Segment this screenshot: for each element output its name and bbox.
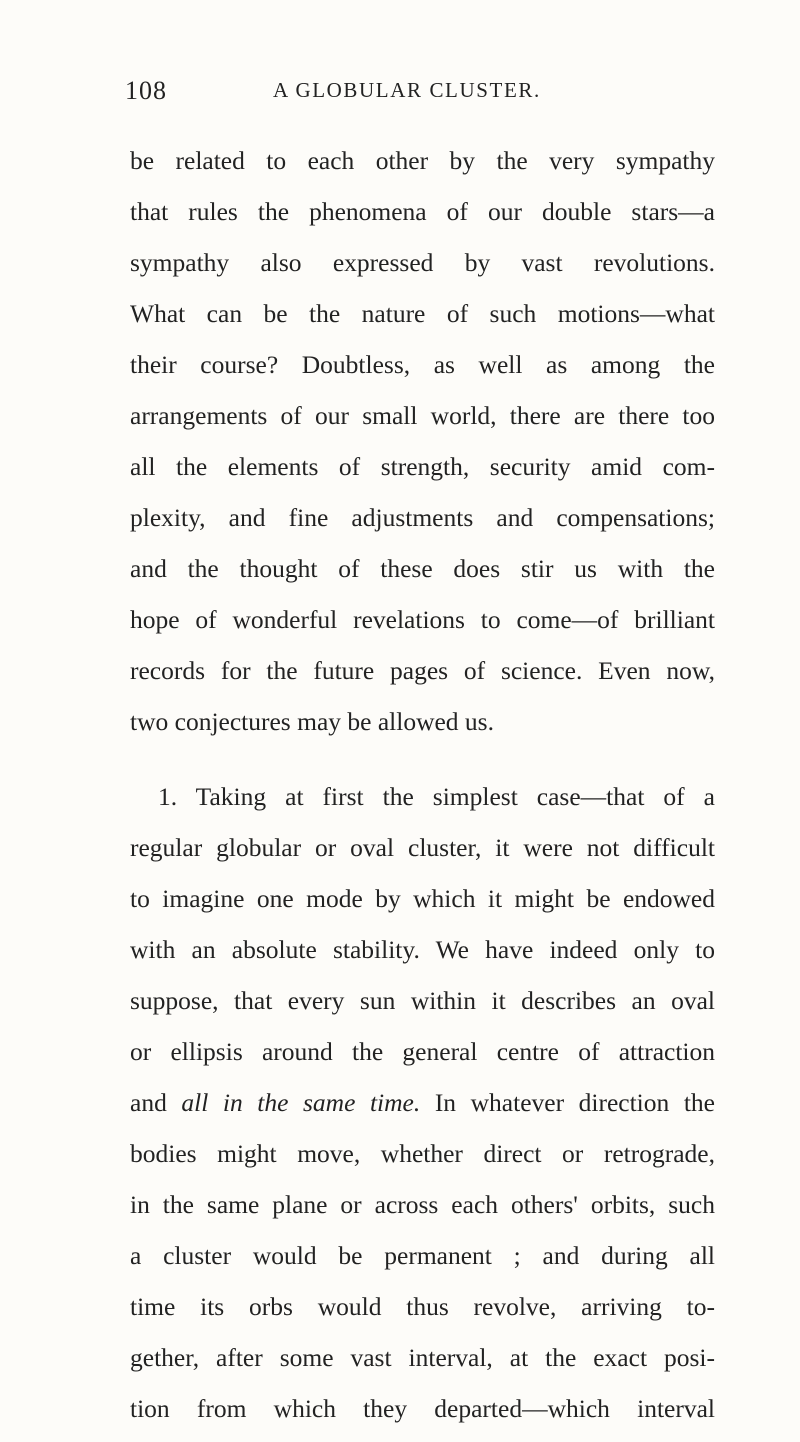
running-title: A GLOBULAR CLUSTER. (273, 78, 541, 102)
paragraph-1 (130, 143, 715, 755)
text-line: plexity, and fine adjustments and compensations; (130, 503, 715, 532)
text-line: in the same plane or across each others' orbits, such (130, 1190, 715, 1219)
text-line: time its orbs would thus revolve, arriving to- (130, 1292, 715, 1321)
text-line: their course? Doubtless, as well as among the (130, 350, 715, 379)
text-line: that rules the phenomena of our double stars—a (130, 197, 715, 226)
text-line: tion from which they departed—which interval (130, 1394, 715, 1423)
text-line: bodies might move, whether direct or retrograde, (130, 1139, 715, 1168)
text-line: What can be the nature of such motions—what (130, 299, 715, 328)
page-number: 108 (125, 76, 167, 105)
text-line: suppose, that every sun within it describes an oval (130, 986, 715, 1015)
emphasized-text: all in the same time. (181, 1088, 421, 1117)
text-line: with an absolute stability. We have indeed only to (130, 935, 715, 964)
paragraph-gap (130, 755, 715, 779)
text-span: and (130, 1088, 182, 1117)
text-line-with-emphasis (130, 1085, 715, 1136)
text-line: a cluster would be permanent ; and during all (130, 1241, 715, 1270)
text-line: gether, after some vast interval, at the exact posi- (130, 1343, 715, 1372)
text-line: two conjectures may be allowed us. (130, 707, 494, 736)
text-line: and the thought of these does stir us with the (130, 554, 715, 583)
text-line: arrangements of our small world, there are there too (130, 401, 715, 430)
text-line: records for the future pages of science. Even now, (130, 656, 715, 685)
text-line: 1. Taking at first the simplest case—that of a (158, 782, 715, 811)
text-line: hope of wonderful revelations to come—of brilliant (130, 605, 715, 634)
text-line: regular globular or oval cluster, it were not difficult (130, 833, 715, 862)
body-text (130, 143, 715, 1442)
paragraph-2 (130, 779, 715, 1442)
running-head (125, 76, 710, 116)
text-line: to imagine one mode by which it might be endowed (130, 884, 715, 913)
text-line: or ellipsis around the general centre of attraction (130, 1037, 715, 1066)
text-span: In whatever direction the (420, 1088, 715, 1117)
text-line: sympathy also expressed by vast revolutions. (130, 248, 715, 277)
text-line: be related to each other by the very sympathy (130, 146, 715, 175)
text-line: all the elements of strength, security amid com- (130, 452, 715, 481)
